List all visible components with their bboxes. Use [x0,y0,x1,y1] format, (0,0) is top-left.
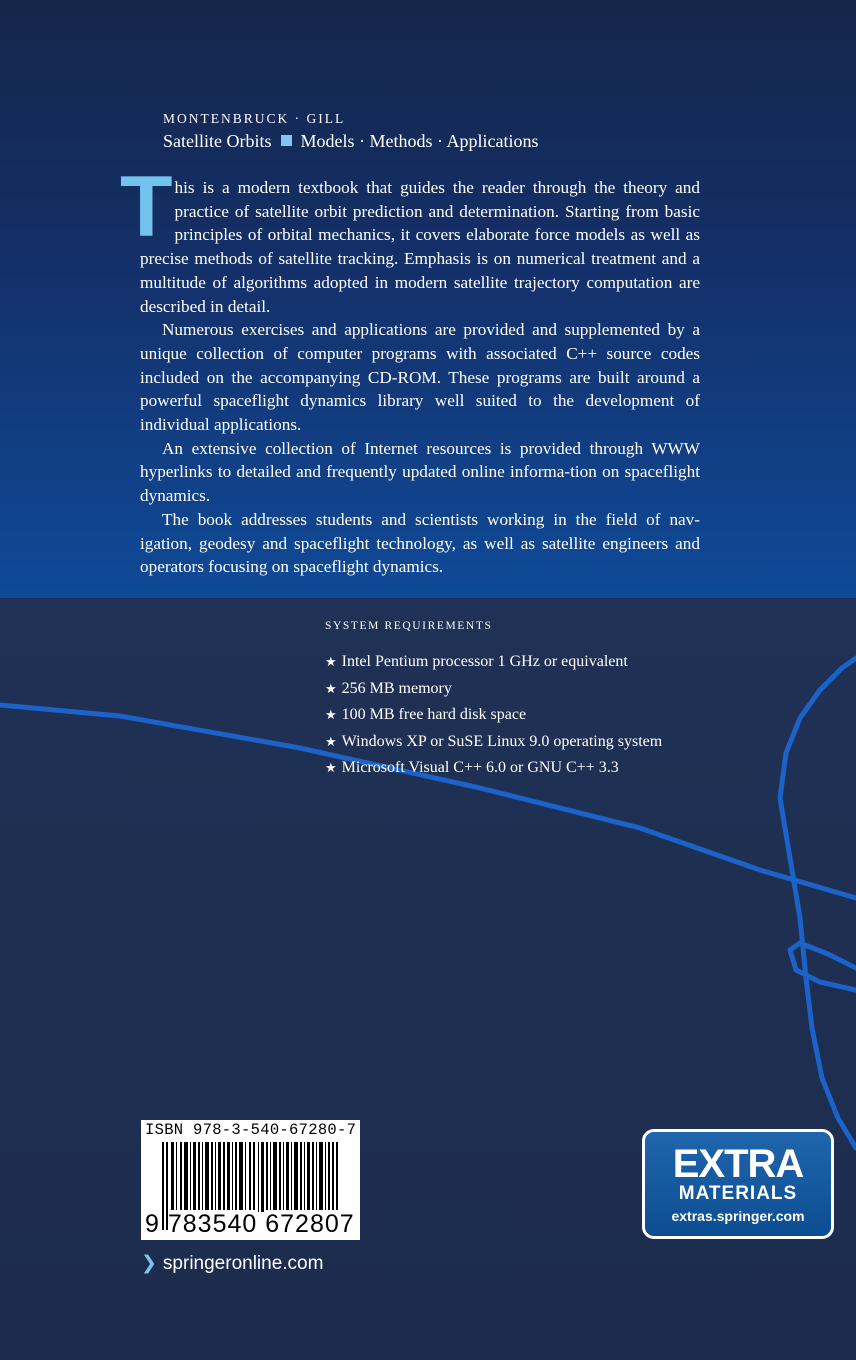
system-requirements-list [325,653,662,786]
requirement-text: 100 MB free hard disk space [341,706,527,723]
blurb-paragraph-1 [120,159,700,318]
chevron-right-icon: ❯ [141,1253,157,1274]
star-icon: ★ [325,654,337,669]
bottom-panel [0,598,856,1360]
system-requirements-title: SYSTEM REQUIREMENTS [325,620,493,632]
ean-left-digits: 783540 [167,1210,258,1238]
blurb-paragraph-2: Numerous exercises and applications are provided and supplemented by a unique collection of computer programs with associated C++ source codes included on the accompanying CD-ROM. These programs are built around a powerful spaceflight dynamics library well suited to the development of individual applications. [140,320,700,435]
requirement-text: Microsoft Visual C++ 6.0 or GNU C++ 3.3 [341,759,619,776]
badge-url: extras.springer.com [671,1208,805,1224]
drop-cap: T [120,159,173,255]
requirement-text: Intel Pentium processor 1 GHz or equivalent [341,653,628,670]
ean-right-digits: 672807 [265,1210,355,1238]
book-subtitle: Models · Methods · Applications [300,131,539,151]
list-item [325,759,662,786]
blurb-paragraph-3: An extensive collection of Internet resources is provided through WWW hyperlinks to detailed and frequently updated online informa-tion on spaceflight dynamics. [140,438,700,506]
star-icon: ★ [325,707,337,722]
star-icon: ★ [325,760,337,775]
ean-digits [145,1210,355,1239]
extra-materials-badge[interactable] [642,1129,834,1239]
badge-extra: EXTRA [672,1142,804,1186]
requirement-text: 256 MB memory [341,679,452,697]
book-title: Satellite Orbits [163,131,272,151]
blurb-text-1: his is a modern textbook that guides the reader through the theory and practice of satellite orbit prediction and determination. Starting from basic principles of orbital mechanics, it covers elaborate force models as well as precise methods of satellite tracking. Emphasis is on numerical treatment and a multitude of algorithms adopted in modern satellite trajectory computation are described in detail. [140,178,700,316]
isbn-label: ISBN 978-3-540-67280-7 [145,1121,357,1139]
blurb-paragraph-4: The book addresses students and scientists working in the field of nav-igation, geodesy and spaceflight technology, as well as satellite engineers and operators focusing on spaceflight dynamics. [140,509,700,577]
series-title [163,131,538,152]
blurb [120,159,700,579]
isbn-barcode [141,1120,360,1240]
ean-first-digit: 9 [145,1210,160,1238]
top-panel [0,0,856,598]
requirement-text: Windows XP or SuSE Linux 9.0 operating system [341,732,663,750]
list-item [325,653,662,680]
list-item [325,706,662,733]
list-item [325,680,662,707]
star-icon: ★ [325,733,337,749]
star-icon: ★ [325,680,337,696]
square-bullet-icon [281,135,292,146]
website-text: springeronline.com [162,1253,324,1274]
authors: MONTENBRUCK · GILL [163,111,346,126]
list-item [325,733,662,760]
springer-website-link[interactable] [141,1252,323,1275]
badge-materials: MATERIALS [678,1183,798,1204]
